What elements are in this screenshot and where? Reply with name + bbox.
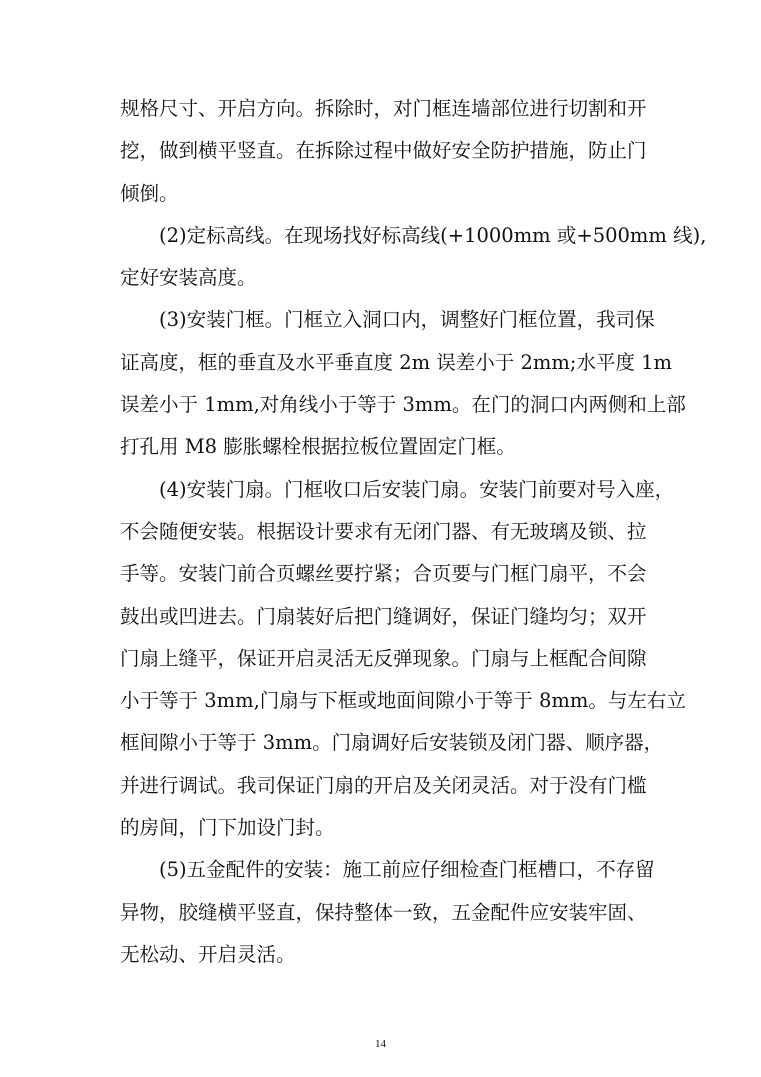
text-line: 规格尺寸、开启方向。拆除时，对门框连墙部位进行切割和开 bbox=[120, 97, 647, 120]
text-line: 异物，胶缝横平竖直，保持整体一致，五金配件应安装牢固、 bbox=[120, 900, 647, 924]
text-line: 并进行调试。我司保证门扇的开启及关闭灵活。对于没有门槛 bbox=[120, 773, 647, 797]
text-line: (5)五金配件的安装：施工前应仔细检查门框槽口，不存留 bbox=[159, 858, 655, 882]
text-line: 框间隙小于等于 3mm。门扇调好后安装锁及闭门器、顺序器， bbox=[120, 731, 664, 755]
text-line: 定好安装高度。 bbox=[120, 266, 257, 290]
text-line: 误差小于 1mm,对角线小于等于 3mm。在门的洞口内两侧和上部 bbox=[120, 393, 686, 417]
text-line: 证高度，框的垂直及水平垂直度 2m 误差小于 2mm;水平度 1m bbox=[120, 350, 673, 374]
text-line: 挖，做到横平竖直。在拆除过程中做好安全防护措施，防止门 bbox=[120, 139, 647, 163]
text-line: 小于等于 3mm,门扇与下框或地面间隙小于等于 8mm。与左右立 bbox=[120, 689, 686, 713]
paragraph-step-5 bbox=[120, 849, 655, 976]
paragraph-step-4 bbox=[120, 469, 686, 850]
text-line: 门扇上缝平，保证开启灵活无反弹现象。门扇与上框配合间隙 bbox=[120, 646, 647, 670]
text-line: 倾倒。 bbox=[120, 181, 179, 205]
body-text bbox=[120, 88, 707, 976]
text-line: 的房间，门下加设门封。 bbox=[120, 816, 335, 840]
page-number: 14 bbox=[375, 1038, 386, 1050]
paragraph-step-2 bbox=[120, 215, 707, 300]
text-line: (3)安装门框。门框立入洞口内，调整好门框位置，我司保 bbox=[159, 308, 655, 332]
text-line: 无松动、开启灵活。 bbox=[120, 942, 296, 966]
paragraph-step-3 bbox=[120, 299, 686, 468]
paragraph-continuation bbox=[120, 88, 647, 215]
text-line: (2)定标高线。在现场找好标高线(+1000mm 或+500mm 线), bbox=[159, 223, 707, 247]
text-line: 打孔用 M8 膨胀螺栓根据拉板位置固定门框。 bbox=[120, 435, 516, 459]
text-line: 不会随便安装。根据设计要求有无闭门器、有无玻璃及锁、拉 bbox=[120, 519, 647, 543]
text-line: 鼓出或凹进去。门扇装好后把门缝调好，保证门缝均匀；双开 bbox=[120, 604, 647, 628]
text-line: 手等。安装门前合页螺丝要拧紧；合页要与门框门扇平，不会 bbox=[120, 562, 647, 586]
text-line: (4)安装门扇。门框收口后安装门扇。安装门前要对号入座， bbox=[159, 477, 675, 501]
